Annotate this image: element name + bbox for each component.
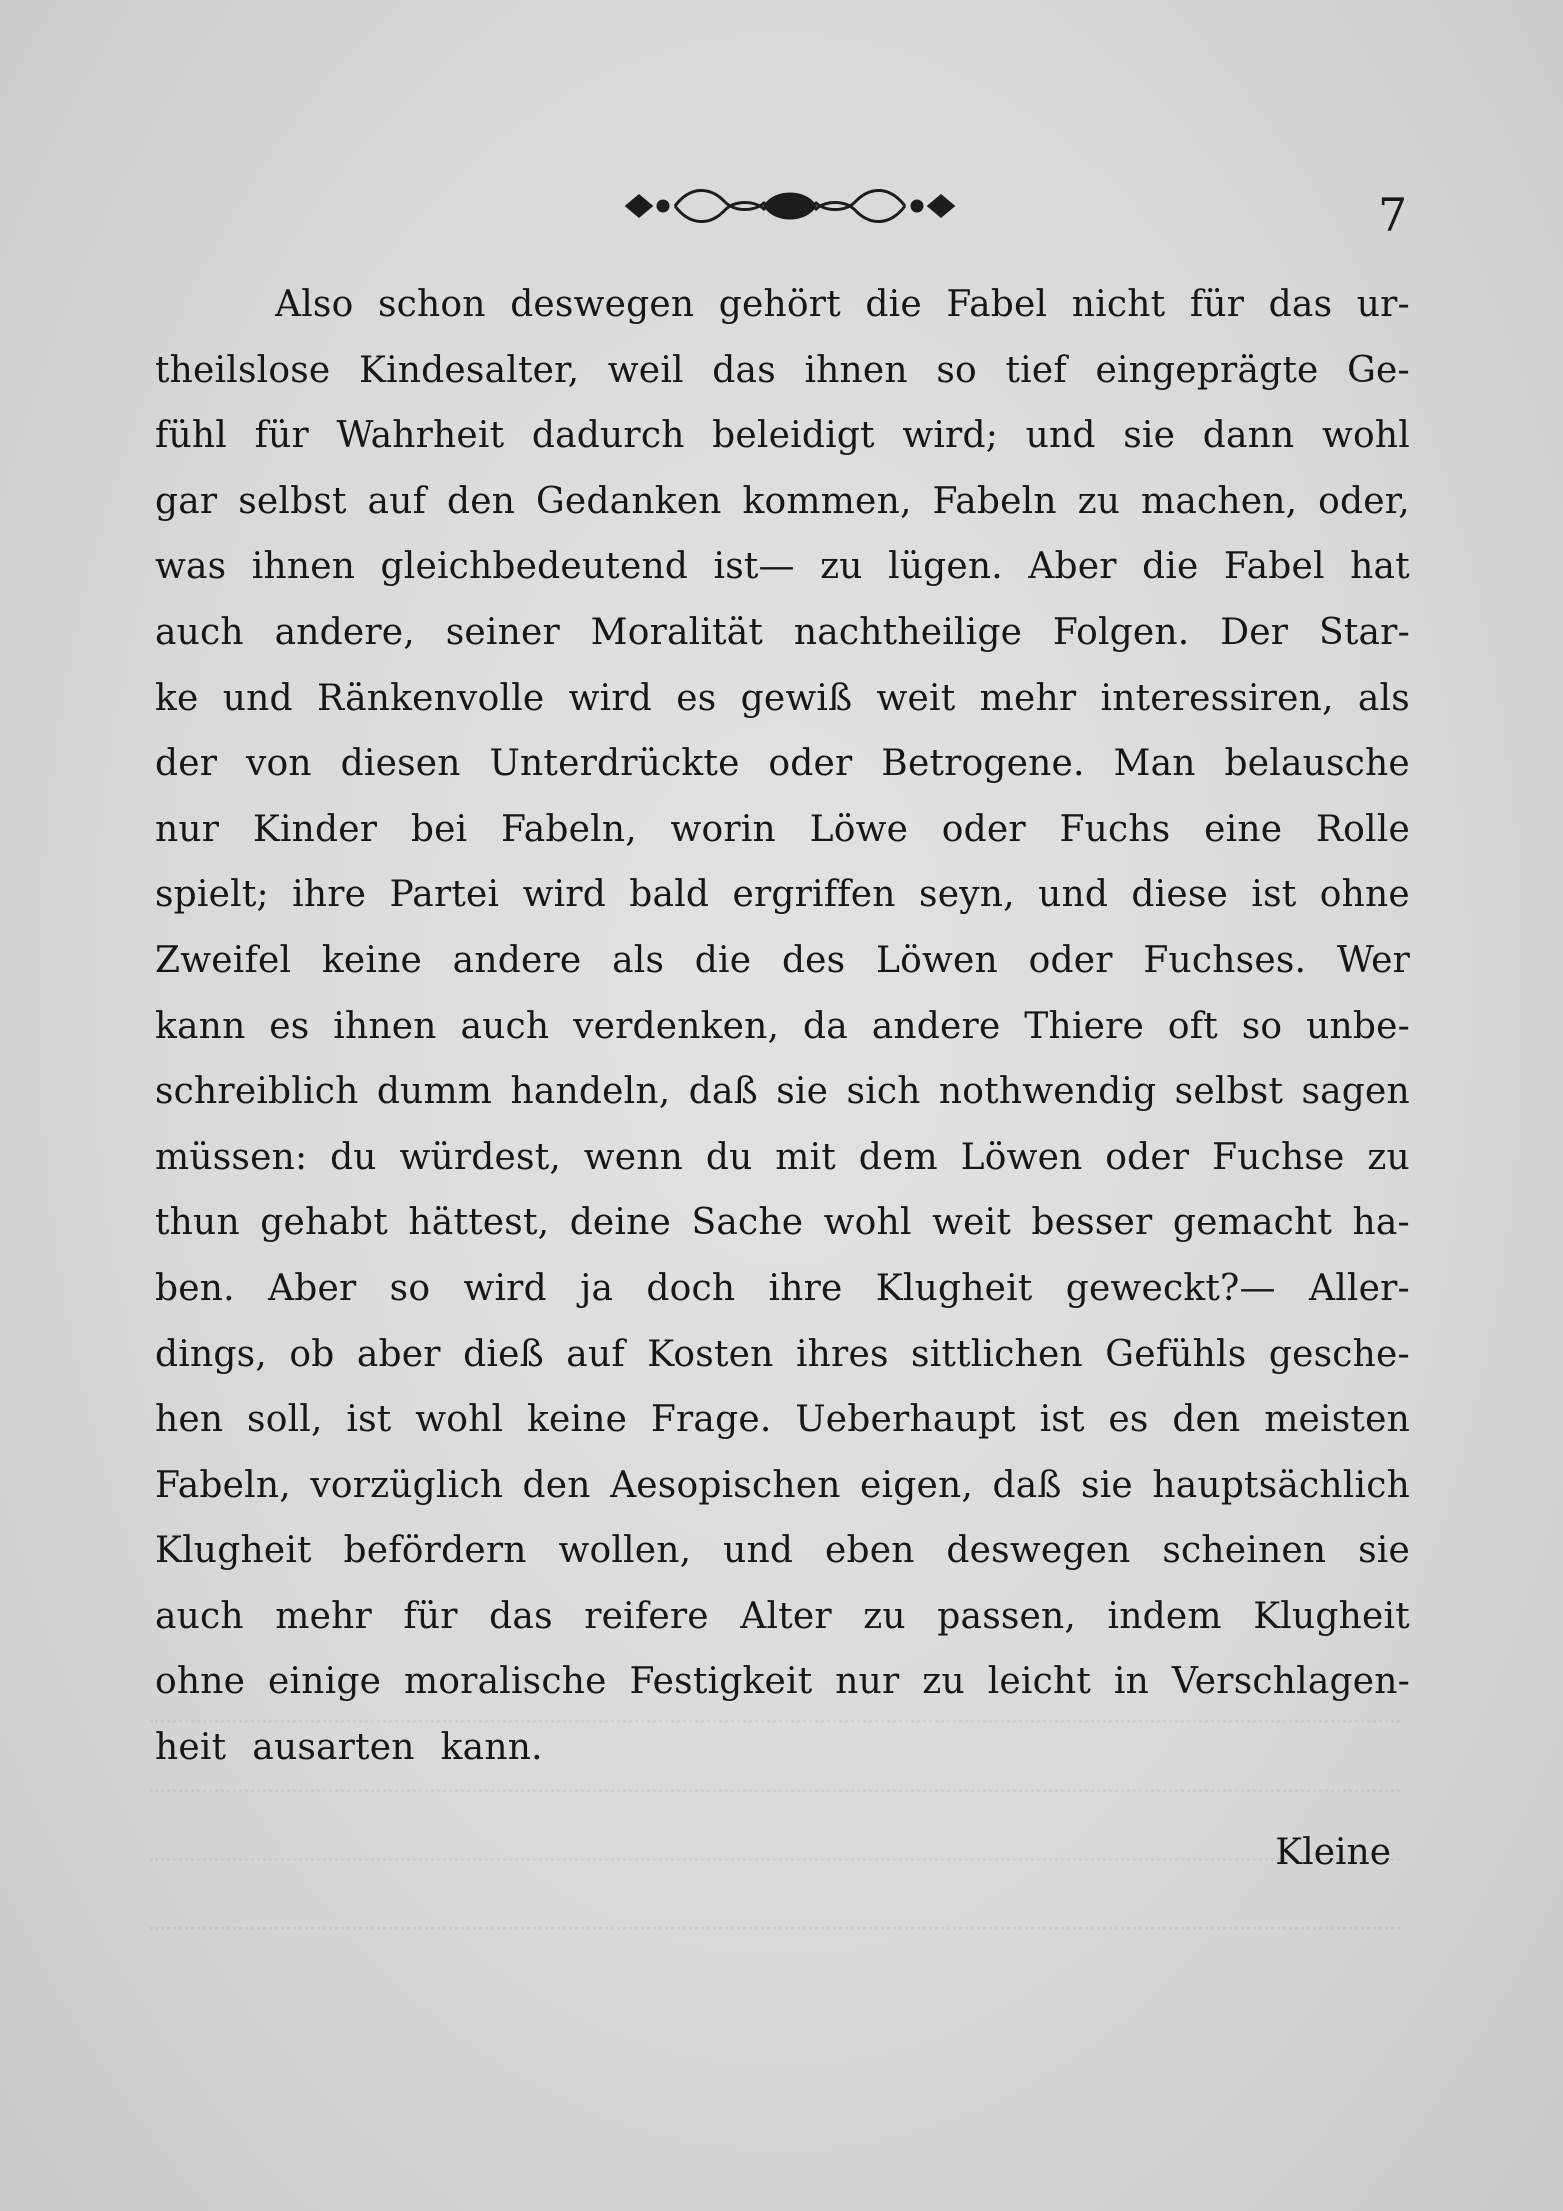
decorative-ornament-icon: [615, 180, 965, 232]
text-line: nur Kinder bei Fabeln, worin Löwe oder Fuchs eine Rolle: [155, 808, 1410, 850]
text-line: dings, ob aber dieß auf Kosten ihres sittlichen Gefühls gesche-: [155, 1333, 1410, 1375]
text-line: auch andere, seiner Moralität nachtheilige Folgen. Der Star-: [155, 611, 1410, 653]
text-line: theilslose Kindesalter, weil das ihnen so tief eingeprägte Ge-: [155, 349, 1410, 391]
text-line: kann es ihnen auch verdenken, da andere Thiere oft so unbe-: [155, 1005, 1410, 1047]
text-line: was ihnen gleichbedeutend ist— zu lügen. Aber die Fabel hat: [155, 546, 1410, 588]
catchword: Kleine: [1275, 1832, 1391, 1873]
text-line: müssen: du würdest, wenn du mit dem Löwen oder Fuchse zu: [155, 1136, 1410, 1178]
text-line: schreiblich dumm handeln, daß sie sich nothwendig selbst sagen: [155, 1071, 1410, 1113]
text-line: Also schon deswegen gehört die Fabel nicht für das ur-: [275, 284, 1410, 325]
text-line: gar selbst auf den Gedanken kommen, Fabeln zu machen, oder,: [155, 480, 1410, 522]
text-line: fühl für Wahrheit dadurch beleidigt wird; und sie dann wohl: [155, 415, 1410, 457]
text-line: hen soll, ist wohl keine Frage. Ueberhaupt ist es den meisten: [155, 1399, 1410, 1441]
text-line: ohne einige moralische Festigkeit nur zu leicht in Verschlagen-: [155, 1661, 1410, 1703]
text-line: ben. Aber so wird ja doch ihre Klugheit geweckt?— Aller-: [155, 1267, 1410, 1309]
text-line: heit ausarten kann.: [155, 1727, 543, 1769]
body-text: [155, 272, 1410, 1781]
text-line: Zweifel keine andere als die des Löwen oder Fuchses. Wer: [155, 939, 1410, 981]
text-line: thun gehabt hättest, deine Sache wohl weit besser gemacht ha-: [155, 1202, 1410, 1244]
page-number: 7: [1378, 188, 1408, 242]
text-line: der von diesen Unterdrückte oder Betrogene. Man belausche: [155, 743, 1410, 785]
text-line: Klugheit befördern wollen, und eben deswegen scheinen sie: [155, 1530, 1410, 1572]
text-line: ke und Ränkenvolle wird es gewiß weit mehr interessiren, als: [155, 677, 1410, 719]
text-line: Fabeln, vorzüglich den Aesopischen eigen, daß sie hauptsächlich: [155, 1464, 1410, 1506]
text-line: auch mehr für das reifere Alter zu passen, indem Klugheit: [155, 1595, 1410, 1637]
text-line: spielt; ihre Partei wird bald ergriffen seyn, und diese ist ohne: [155, 874, 1410, 916]
